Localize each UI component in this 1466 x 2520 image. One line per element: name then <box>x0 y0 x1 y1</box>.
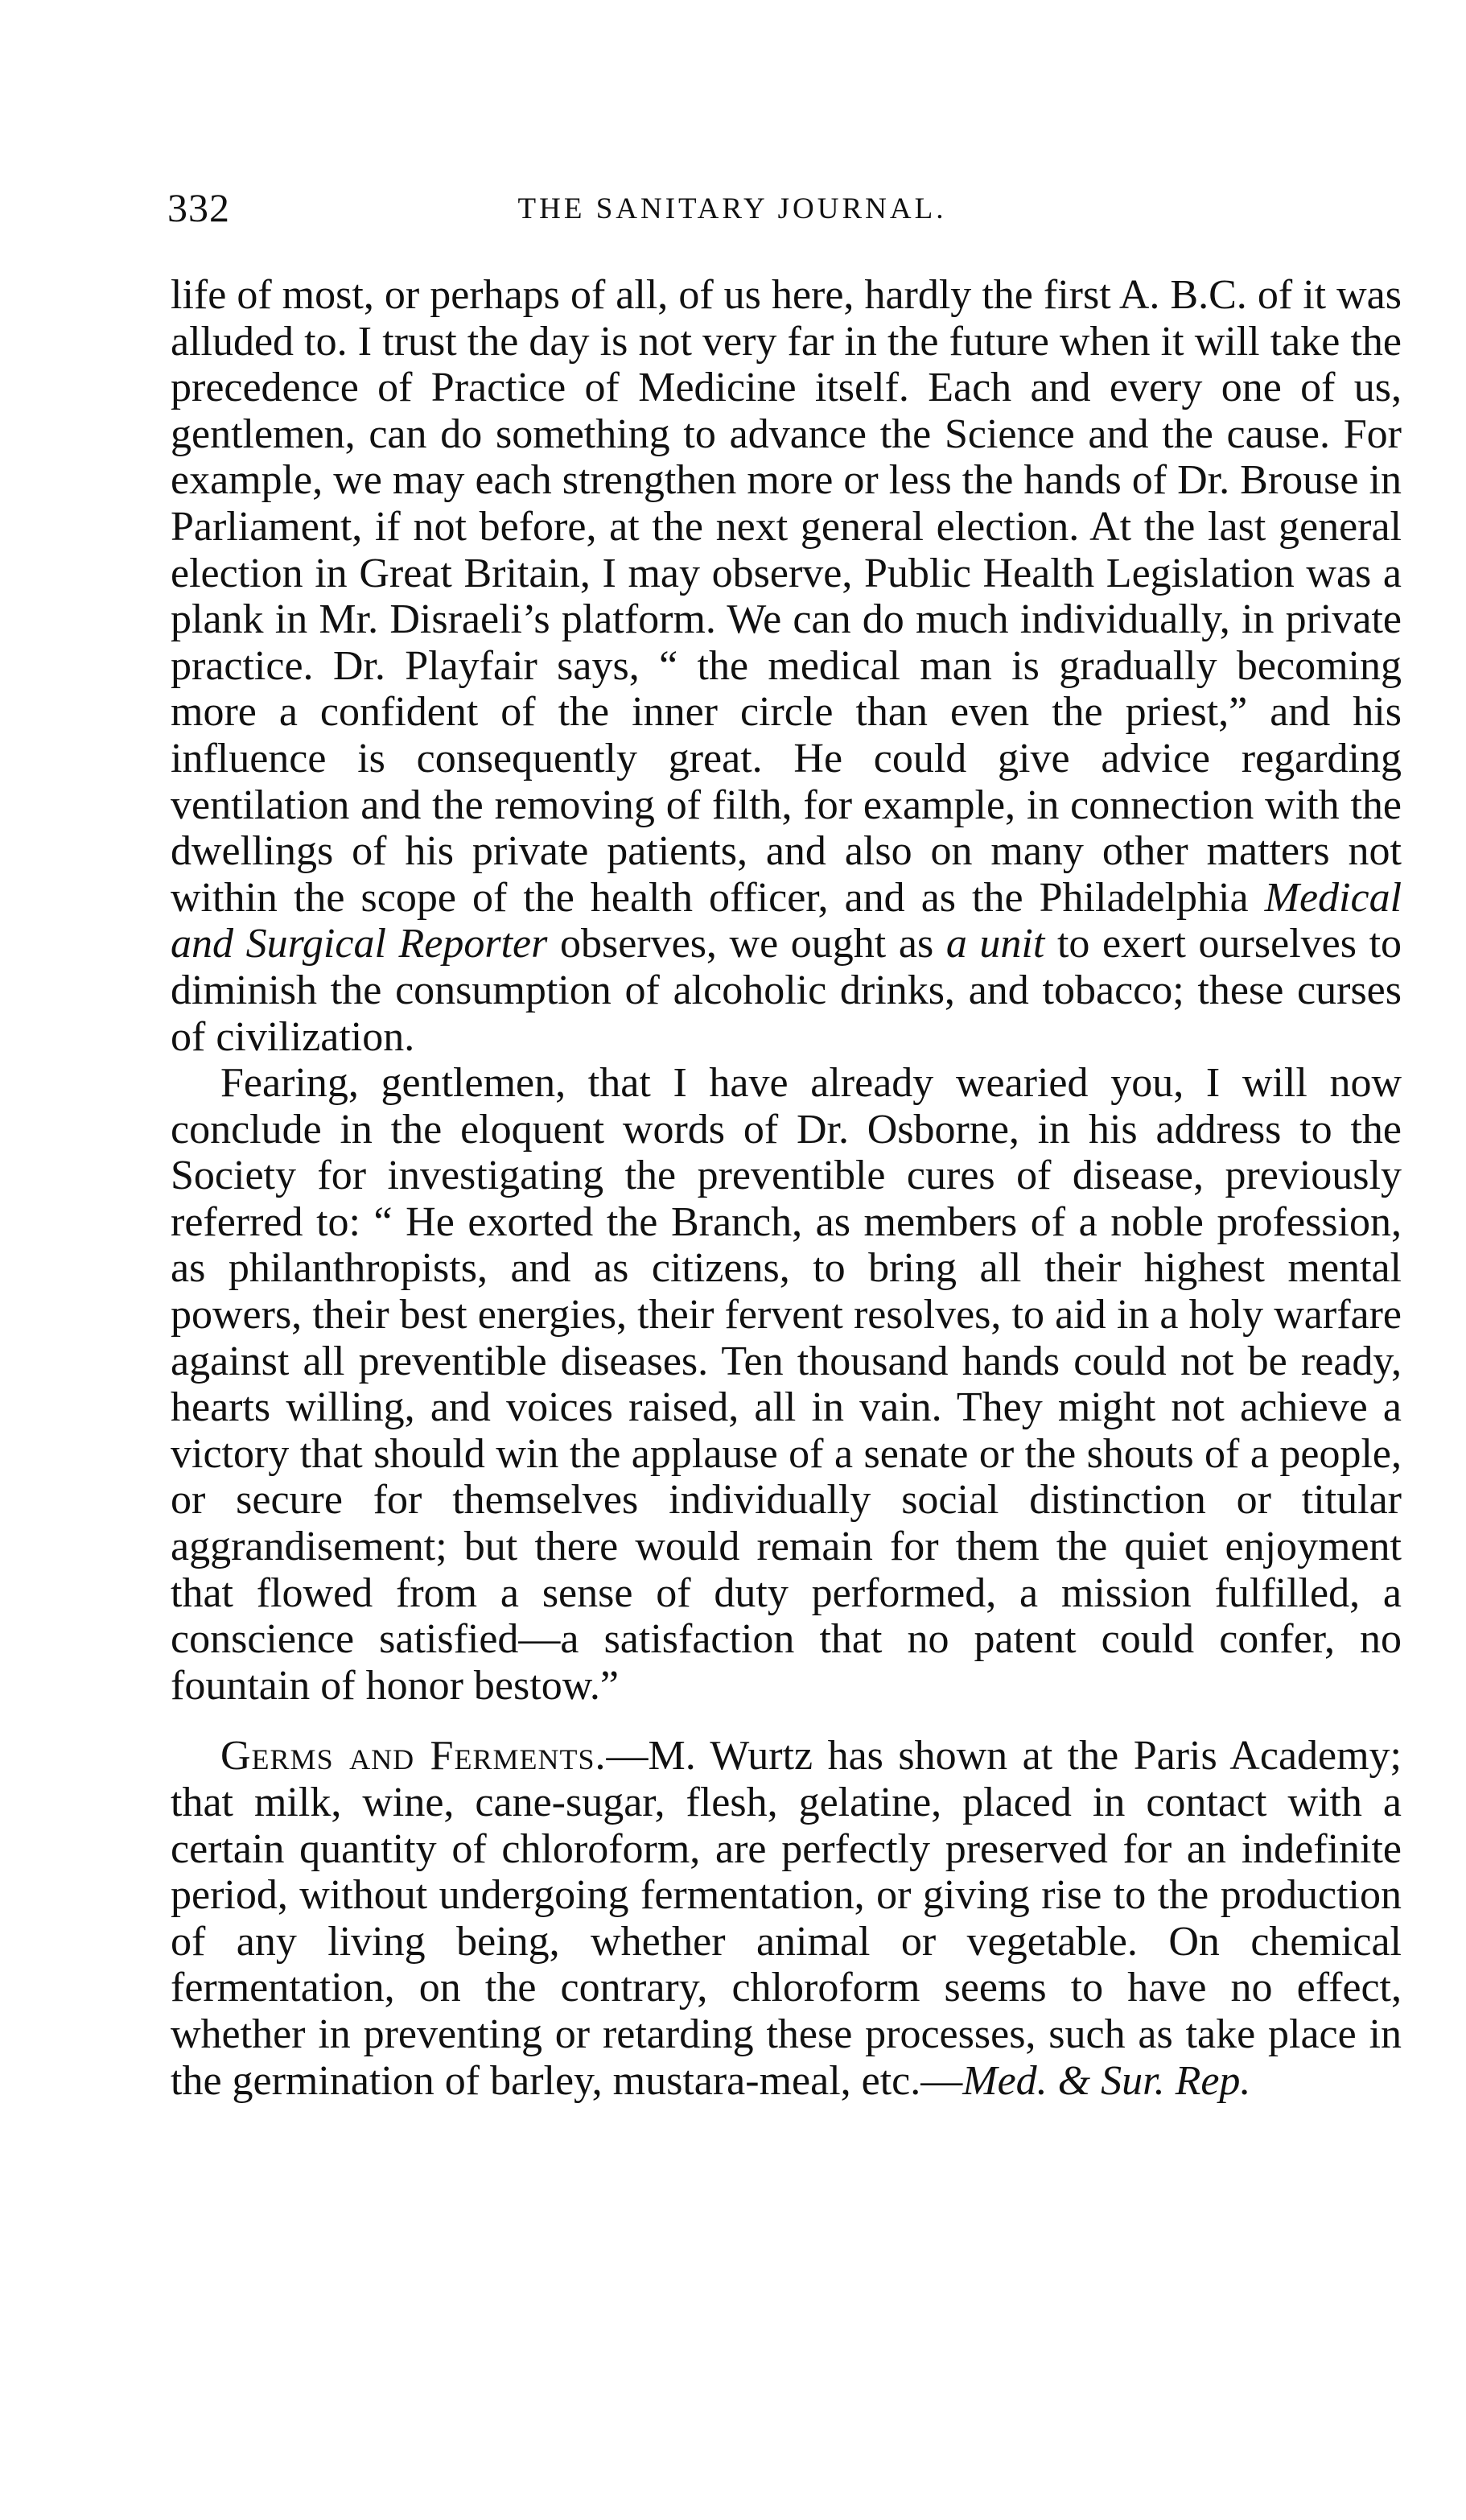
paragraph-text: to exert ourselves to diminish the consumption of alcoholic drinks, and tobacco; these curses of civilization. <box>171 921 1402 1060</box>
page-number: 332 <box>167 185 230 230</box>
article-body <box>171 272 1402 2104</box>
journal-title: THE SANITARY JOURNAL. <box>517 192 947 225</box>
section-heading: Germs and Ferments. <box>220 1733 607 1780</box>
unit-italic: a unit <box>945 921 1045 967</box>
paragraph-public-health <box>171 272 1402 1060</box>
paragraph-text: observes, we ought as <box>559 921 934 967</box>
source-citation-italic: Med. & Sur. Rep. <box>962 2057 1251 2104</box>
paragraph-germs-ferments <box>171 1733 1402 2104</box>
paragraph-text: —M. Wurtz has shown at the Paris Academy; that milk, wine, cane-sugar, flesh, gelatine, placed in contact with a certain quantity of chloroform, are perfectly preserved for an indefinite period, without undergoing fermentation, or giving rise to the production of any living being, whether animal or vegetable. On chemical fermentation, on the contrary, chloroform seems to have no effect, whether in preventing or retarding these processes, such as take place in the germination of barley, mustara-meal, etc.— <box>171 1733 1402 2104</box>
paragraph-text: life of most, or perhaps of all, of us here, hardly the first A. B.C. of it was alluded to. I trust the day is not very far in the future when it will take the precedence of Practice of Medicine itself. Each and every one of us, gentlemen, can do something to advance the Science and the cause. For example, we may each strengthen more or less the hands of Dr. Brouse in Parliament, if not before, at the next general election. At the last general election in Great Britain, I may observe, Public Health Legislation was a plank in Mr. Disraeli’s platform. We can do much individually, in private practice. Dr. Playfair says, “ the medical man is gradually becoming more a confident of the inner circle than even the priest,” and his influence is consequently great. He could give advice regarding ventilation and the removing of filth, for example, in connection with the dwellings of his private patients, and also on many other matters not within the scope of the health officer, and as the Philadelphia <box>171 272 1402 921</box>
running-head <box>161 184 1303 232</box>
paragraph-conclusion: Fearing, gentlemen, that I have already wearied you, I will now conclude in the eloquent words of Dr. Osborne, in his address to the Society for investigating the preventible cures of disease, previously referred to: “ He exorted the Branch, as members of a noble profession, as philanthropists, and as citizens, to bring all their highest mental powers, their best energies, their fervent resolves, to aid in a holy warfare against all preventible diseases. Ten thousand hands could not be ready, hearts willing, and voices raised, all in vain. They might not achieve a victory that should win the applause of a senate or the shouts of a people, or secure for themselves individually social distinction or titular aggrandisement; but there would remain for them the quiet enjoyment that flowed from a sense of duty performed, a mission fulfilled, a conscience satisfied—a satisfaction that no patent could confer, no fountain of honor bestow.” <box>171 1060 1402 1709</box>
journal-name-italic: Medical and Surgical Reporter <box>171 874 1402 967</box>
